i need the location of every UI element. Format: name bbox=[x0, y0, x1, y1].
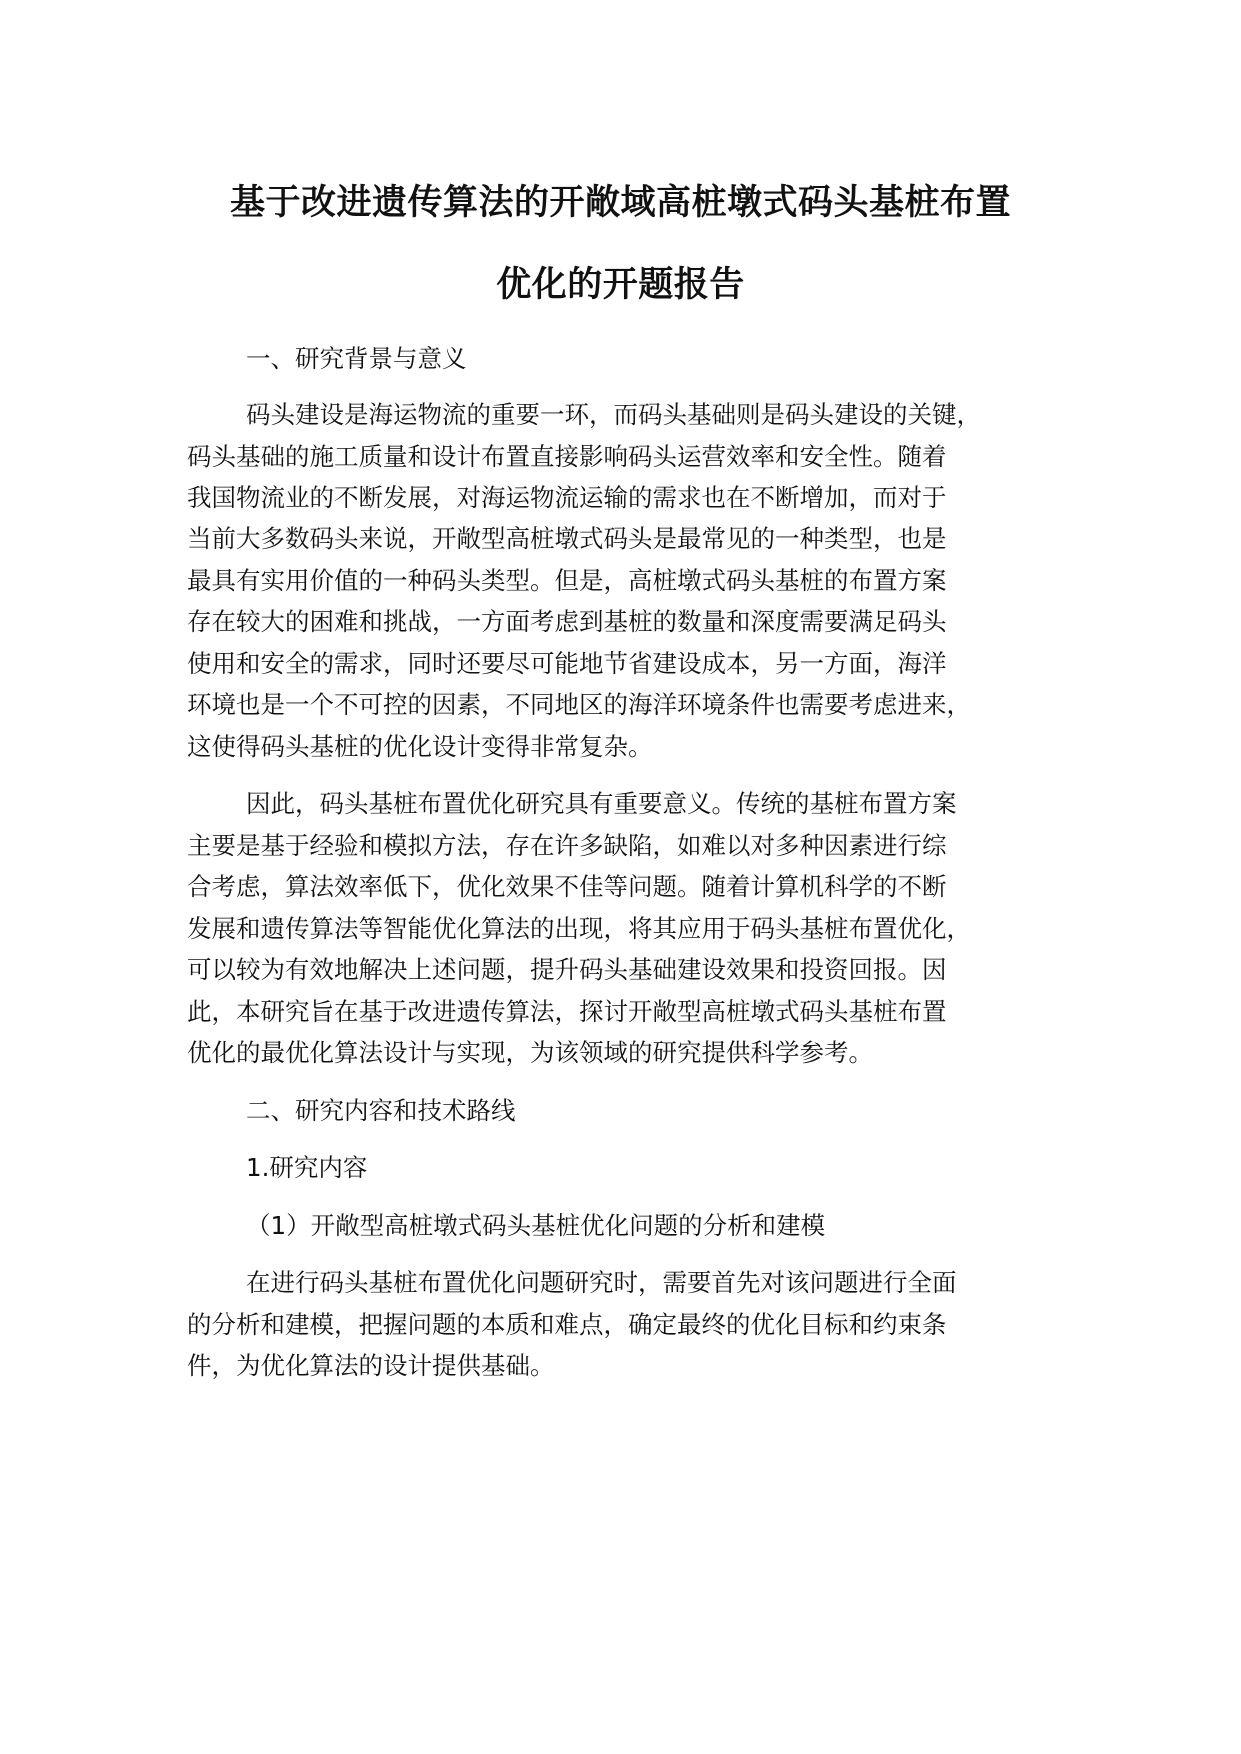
paragraph-line: 优化的最优化算法设计与实现，为该领域的研究提供科学参考。 bbox=[187, 1038, 873, 1067]
paragraph-line: 因此，码头基桩布置优化研究具有重要意义。传统的基桩布置方案 bbox=[246, 789, 957, 818]
paragraph-line: 这使得码头基桩的优化设计变得非常复杂。 bbox=[187, 732, 653, 761]
paragraph-line: 环境也是一个不可控的因素，不同地区的海洋环境条件也需要考虑进来， bbox=[187, 690, 971, 719]
section-heading: 一、研究背景与意义 bbox=[246, 344, 467, 373]
paragraph-line: 主要是基于经验和模拟方法，存在许多缺陷，如难以对多种因素进行综 bbox=[187, 831, 947, 860]
subsection-heading: （1）开敞型高桩墩式码头基桩优化问题的分析和建模 bbox=[246, 1211, 826, 1240]
paragraph-line: 码头建设是海运物流的重要一环，而码头基础则是码头建设的关键， bbox=[246, 400, 981, 429]
document-title-line-1: 基于改进遗传算法的开敞域高桩墩式码头基桩布置 bbox=[229, 183, 1011, 223]
paragraph-line: 最具有实用价值的一种码头类型。但是，高桩墩式码头基桩的布置方案 bbox=[187, 566, 947, 595]
section-heading: 二、研究内容和技术路线 bbox=[246, 1096, 516, 1125]
paragraph-line: 当前大多数码头来说，开敞型高桩墩式码头是最常见的一种类型，也是 bbox=[187, 524, 947, 553]
paragraph-line: 码头基础的施工质量和设计布置直接影响码头运营效率和安全性。随着 bbox=[187, 442, 947, 471]
paragraph-line: 此，本研究旨在基于改进遗传算法，探讨开敞型高桩墩式码头基桩布置 bbox=[187, 997, 947, 1026]
paragraph-line: 在进行码头基桩布置优化问题研究时，需要首先对该问题进行全面 bbox=[246, 1268, 957, 1297]
paragraph-line: 使用和安全的需求，同时还要尽可能地节省建设成本，另一方面，海洋 bbox=[187, 649, 947, 678]
subsection-heading: 1.研究内容 bbox=[246, 1153, 368, 1182]
paragraph-line: 可以较为有效地解决上述问题，提升码头基础建设效果和投资回报。因 bbox=[187, 955, 947, 984]
paragraph-line: 存在较大的困难和挑战，一方面考虑到基桩的数量和深度需要满足码头 bbox=[187, 607, 947, 636]
paragraph-line: 我国物流业的不断发展，对海运物流运输的需求也在不断增加，而对于 bbox=[187, 483, 947, 512]
paragraph-line: 件，为优化算法的设计提供基础。 bbox=[187, 1351, 555, 1380]
paragraph-line: 的分析和建模，把握问题的本质和难点，确定最终的优化目标和约束条 bbox=[187, 1310, 947, 1339]
paragraph-line: 发展和遗传算法等智能优化算法的出现，将其应用于码头基桩布置优化， bbox=[187, 914, 971, 943]
paragraph-line: 合考虑，算法效率低下，优化效果不佳等问题。随着计算机科学的不断 bbox=[187, 872, 947, 901]
document-title-line-2: 优化的开题报告 bbox=[496, 265, 745, 305]
